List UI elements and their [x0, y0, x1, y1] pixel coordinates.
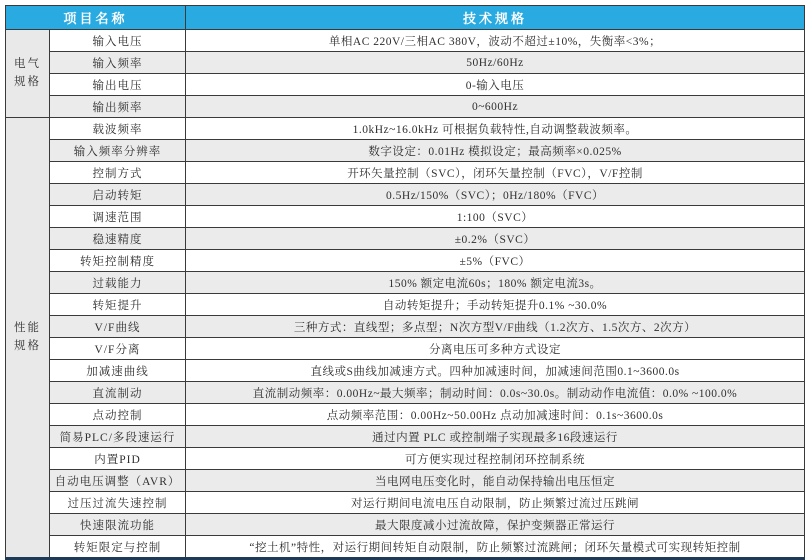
row-value: 当电网电压变化时，能自动保持输出电压恒定	[186, 470, 805, 492]
group-label-electrical: 电气规格	[14, 58, 41, 88]
row-label: 调速范围	[50, 206, 186, 228]
row-label: 输入电压	[50, 30, 186, 52]
table-row	[6, 294, 805, 316]
row-value: ±0.2%（SVC）	[186, 228, 805, 250]
row-label: 快速限流功能	[50, 514, 186, 536]
row-value: 点动频率范围：0.00Hz~50.00Hz 点动加减速时间：0.1s~3600.0s	[186, 404, 805, 426]
row-value: 直流制动频率：0.00Hz~最大频率；制动时间：0.0s~30.0s。制动动作电流值：0.0% ~100.0%	[186, 382, 805, 404]
row-value: 开环矢量控制（SVC），闭环矢量控制（FVC），V/F控制	[186, 162, 805, 184]
row-value: 150% 额定电流60s；180% 额定电流3s。	[186, 272, 805, 294]
row-label: 过压过流失速控制	[50, 492, 186, 514]
row-label: 控制方式	[50, 162, 186, 184]
row-value: 自动转矩提升；手动转矩提升0.1% ~30.0%	[186, 294, 805, 316]
row-label: 输入频率分辨率	[50, 140, 186, 162]
table-row	[6, 272, 805, 294]
row-label: V/F曲线	[50, 316, 186, 338]
header-tech-spec: 技术规格	[186, 6, 805, 30]
spec-table-header	[6, 6, 805, 30]
row-value: 0.5Hz/150%（SVC）；0Hz/180%（FVC）	[186, 184, 805, 206]
table-row	[6, 448, 805, 470]
table-row	[6, 184, 805, 206]
row-value: 最大限度减小过流故障，保护变频器正常运行	[186, 514, 805, 536]
table-row	[6, 514, 805, 536]
row-value: 0~600Hz	[186, 96, 805, 118]
row-value: ±5%（FVC）	[186, 250, 805, 272]
table-row	[6, 74, 805, 96]
row-label: 点动控制	[50, 404, 186, 426]
row-label: 输入频率	[50, 52, 186, 74]
row-value: 直线或S曲线加减速方式。四种加减速时间，加减速间范围0.1~3600.0s	[186, 360, 805, 382]
table-row	[6, 52, 805, 74]
row-label: 简易PLC/多段速运行	[50, 426, 186, 448]
row-value: 50Hz/60Hz	[186, 52, 805, 74]
row-label: 载波频率	[50, 118, 186, 140]
group-label-performance: 性能规格	[14, 322, 41, 352]
row-value: “挖土机”特性，对运行期间转矩自动限制，防止频繁过流跳闸；闭环矢量模式可实现转矩控制	[186, 536, 805, 559]
row-label: 输出电压	[50, 74, 186, 96]
table-row	[6, 118, 805, 140]
row-label: V/F分离	[50, 338, 186, 360]
table-row	[6, 250, 805, 272]
table-row	[6, 470, 805, 492]
row-value: 1.0kHz~16.0kHz 可根据负载特性,自动调整载波频率。	[186, 118, 805, 140]
header-item-name: 项目名称	[6, 6, 186, 30]
row-label: 稳速精度	[50, 228, 186, 250]
spec-table-body	[6, 30, 805, 559]
table-row	[6, 228, 805, 250]
table-row	[6, 338, 805, 360]
row-label: 自动电压调整（AVR）	[50, 470, 186, 492]
row-value: 单相AC 220V/三相AC 380V，波动不超过±10%，失衡率<3%；	[186, 30, 805, 52]
row-label: 转矩控制精度	[50, 250, 186, 272]
table-row	[6, 404, 805, 426]
row-label: 转矩限定与控制	[50, 536, 186, 559]
row-value: 0-输入电压	[186, 74, 805, 96]
row-label: 加减速曲线	[50, 360, 186, 382]
table-row	[6, 162, 805, 184]
table-row	[6, 382, 805, 404]
table-row	[6, 30, 805, 52]
table-row	[6, 426, 805, 448]
group-cell-electrical	[6, 30, 50, 118]
row-value: 对运行期间电流电压自动限制，防止频繁过流过压跳闸	[186, 492, 805, 514]
table-row	[6, 206, 805, 228]
row-label: 内置PID	[50, 448, 186, 470]
row-label: 输出频率	[50, 96, 186, 118]
row-value: 通过内置 PLC 或控制端子实现最多16段速运行	[186, 426, 805, 448]
row-value: 三种方式：直线型；多点型；N次方型V/F曲线（1.2次方、1.5次方、2次方）	[186, 316, 805, 338]
row-value: 分离电压可多种方式设定	[186, 338, 805, 360]
table-row	[6, 96, 805, 118]
table-row	[6, 492, 805, 514]
row-value: 数字设定：0.01Hz 模拟设定；最高频率×0.025%	[186, 140, 805, 162]
table-row	[6, 360, 805, 382]
row-value: 1:100（SVC）	[186, 206, 805, 228]
row-value: 可方便实现过程控制闭环控制系统	[186, 448, 805, 470]
group-cell-performance	[6, 118, 50, 559]
table-row	[6, 536, 805, 559]
row-label: 直流制动	[50, 382, 186, 404]
header-row	[6, 6, 805, 30]
table-row	[6, 316, 805, 338]
table-row	[6, 140, 805, 162]
row-label: 过载能力	[50, 272, 186, 294]
row-label: 启动转矩	[50, 184, 186, 206]
spec-table	[5, 5, 805, 560]
row-label: 转矩提升	[50, 294, 186, 316]
